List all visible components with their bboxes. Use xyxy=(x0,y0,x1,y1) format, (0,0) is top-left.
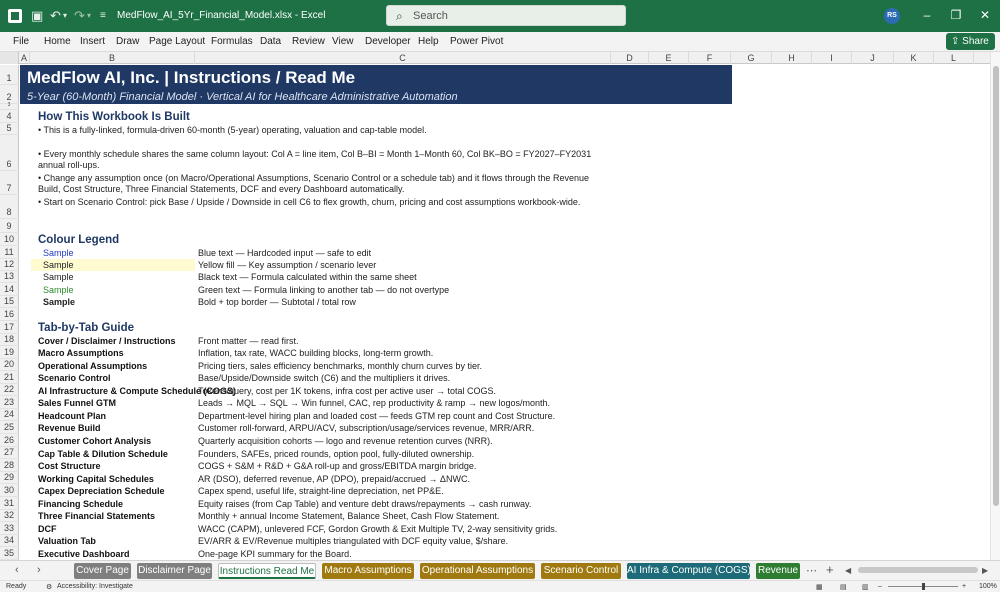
menu-home[interactable]: Home xyxy=(44,36,71,47)
guide-tab-description[interactable]: Monthly + annual Income Statement, Balance Sheet, Cash Flow Statement. xyxy=(198,511,500,521)
excel-logo-icon xyxy=(8,9,22,23)
row-header[interactable]: 19 xyxy=(0,346,19,359)
undo-icon[interactable]: ↶ xyxy=(50,8,61,23)
row-header[interactable]: 5 xyxy=(0,123,19,135)
row-header[interactable]: 9 xyxy=(0,219,19,233)
column-header[interactable]: K xyxy=(894,52,934,64)
window-title: MedFlow_AI_5Yr_Financial_Model.xlsx - Excel xyxy=(117,10,326,21)
column-header[interactable]: H xyxy=(772,52,812,64)
title-bar xyxy=(0,0,1000,32)
legend-sample-black[interactable]: Sample xyxy=(43,272,74,282)
sheet-tab[interactable]: Scenario Control xyxy=(541,563,621,579)
menu-formulas[interactable]: Formulas xyxy=(211,36,253,47)
guide-tab-description[interactable]: Founders, SAFEs, priced rounds, option pool, fully-diluted ownership. xyxy=(198,449,475,459)
guide-tab-name[interactable]: Sales Funnel GTM xyxy=(38,398,117,408)
guide-tab-name[interactable]: Capex Depreciation Schedule xyxy=(38,486,165,496)
row-header[interactable]: 29 xyxy=(0,472,19,484)
guide-tab-name[interactable]: Cap Table & Dilution Schedule xyxy=(38,449,168,459)
menu-developer[interactable]: Developer xyxy=(365,36,411,47)
row-header[interactable]: 30 xyxy=(0,484,19,497)
ribbon-tabs xyxy=(0,32,1000,52)
search-box[interactable] xyxy=(386,5,626,26)
menu-data[interactable]: Data xyxy=(260,36,282,47)
guide-tab-description[interactable]: Inflation, tax rate, WACC building blocks, long-term growth. xyxy=(198,348,434,358)
row-header[interactable]: 33 xyxy=(0,522,19,535)
undo-dropdown-icon[interactable]: ▾ xyxy=(63,11,68,20)
add-sheet-icon[interactable]: + xyxy=(826,562,834,577)
vertical-scrollbar[interactable] xyxy=(990,52,1000,560)
guide-tab-name[interactable]: AI Infrastructure & Compute Schedule (COGS) xyxy=(38,386,237,396)
guide-tab-name[interactable]: Cover / Disclaimer / Instructions xyxy=(38,336,176,346)
sheet-tab[interactable]: Operational Assumptions xyxy=(420,563,535,579)
row-header[interactable]: 3 xyxy=(0,104,19,110)
row-header[interactable]: 10 xyxy=(0,233,19,246)
minimize-icon[interactable]: – xyxy=(923,8,931,22)
autosave-icon[interactable]: ▣ xyxy=(31,8,44,23)
row-header[interactable]: 4 xyxy=(0,110,19,123)
select-all-corner[interactable] xyxy=(0,52,19,64)
share-button[interactable] xyxy=(946,33,995,50)
row-header[interactable]: 32 xyxy=(0,510,19,522)
guide-tab-description[interactable]: EV/ARR & EV/Revenue multiples triangulated with DCF equity value, $/share. xyxy=(198,536,509,546)
row-header[interactable]: 8 xyxy=(0,195,19,219)
bullet-text[interactable]: • Every monthly schedule shares the same column layout: Col A = line item, Col B–BI = Month 1–Month 60, Col BK–BO = FY2027–FY2031 annual roll-ups. xyxy=(38,149,592,170)
avatar[interactable]: RS xyxy=(884,8,900,24)
scrollbar-thumb[interactable] xyxy=(993,66,999,506)
normal-view-icon[interactable]: ▦ xyxy=(816,584,823,591)
section-heading[interactable]: How This Workbook Is Built xyxy=(38,111,190,123)
row-header[interactable]: 17 xyxy=(0,321,19,334)
row-header[interactable]: 25 xyxy=(0,421,19,434)
row-header[interactable]: 34 xyxy=(0,535,19,547)
guide-tab-name[interactable]: Executive Dashboard xyxy=(38,549,130,559)
worksheet-grid[interactable] xyxy=(0,52,1000,560)
row-header[interactable]: 35 xyxy=(0,547,19,560)
row-header[interactable]: 1 xyxy=(0,65,19,85)
column-headers xyxy=(0,52,990,64)
search-placeholder: Search xyxy=(413,10,448,22)
guide-tab-name[interactable]: Financing Schedule xyxy=(38,499,124,509)
row-header[interactable]: 31 xyxy=(0,497,19,510)
row-header[interactable]: 22 xyxy=(0,384,19,396)
legend-sample-bold[interactable]: Sample xyxy=(43,297,76,307)
guide-tab-name[interactable]: Cost Structure xyxy=(38,461,101,471)
sheet-tab[interactable]: Macro Assumptions xyxy=(322,563,414,579)
row-header[interactable]: 14 xyxy=(0,283,19,296)
page-break-view-icon[interactable]: ▥ xyxy=(862,584,869,591)
guide-tab-description[interactable]: COGS + S&M + R&D + G&A roll-up and gross/EBITDA margin bridge. xyxy=(198,461,477,471)
row-header[interactable]: 15 xyxy=(0,296,19,308)
guide-tab-description[interactable]: Equity raises (from Cap Table) and venture debt draws/repayments → cash runway. xyxy=(198,499,532,509)
guide-tab-name[interactable]: Customer Cohort Analysis xyxy=(38,436,152,446)
guide-tab-description[interactable]: One-page KPI summary for the Board. xyxy=(198,549,352,559)
sheet-tab[interactable]: Cover Page xyxy=(74,563,131,579)
row-header[interactable]: 28 xyxy=(0,459,19,472)
scroll-left-icon[interactable]: ◀ xyxy=(845,566,852,575)
guide-tab-name[interactable]: Three Financial Statements xyxy=(38,511,156,521)
next-sheet-icon[interactable]: › xyxy=(37,564,41,576)
guide-tab-name[interactable]: Valuation Tab xyxy=(38,536,96,546)
banner-subtitle: 5-Year (60-Month) Financial Model · Vertical AI for Healthcare Administrative Automation xyxy=(27,91,458,103)
ready-status: Ready xyxy=(6,583,27,590)
legend-sample-blue[interactable]: Sample xyxy=(43,248,74,258)
menu-file[interactable]: File xyxy=(13,36,30,47)
column-header[interactable]: A xyxy=(19,52,30,64)
section-heading[interactable]: Colour Legend xyxy=(38,234,120,246)
legend-description[interactable]: Black text — Formula calculated within the same sheet xyxy=(198,272,417,282)
row-header[interactable]: 6 xyxy=(0,135,19,171)
zoom-level[interactable]: 100% xyxy=(979,583,997,590)
sheet-tab[interactable]: Disclaimer Page xyxy=(137,563,212,579)
guide-tab-description[interactable]: Leads → MQL → SQL → Win funnel, CAC, rep productivity & ramp → new logos/month. xyxy=(198,398,550,408)
guide-tab-description[interactable]: Tokens/query, cost per 1K tokens, infra cost per active user → total COGS. xyxy=(198,386,496,396)
redo-dropdown-icon[interactable]: ▾ xyxy=(87,11,92,20)
legend-description[interactable]: Bold + top border — Subtotal / total row xyxy=(198,297,356,307)
guide-tab-description[interactable]: WACC (CAPM), unlevered FCF, Gordon Growth & Exit Multiple TV, 2-way sensitivity grids. xyxy=(198,524,558,534)
menu-help[interactable]: Help xyxy=(418,36,439,47)
share-icon: ⇪ xyxy=(951,36,960,47)
sheet-tab[interactable]: Revenue xyxy=(756,563,800,579)
guide-tab-name[interactable]: Headcount Plan xyxy=(38,411,107,421)
search-icon: ⌕ xyxy=(396,9,403,23)
guide-tab-name[interactable]: DCF xyxy=(38,524,57,534)
row-header[interactable]: 12 xyxy=(0,259,19,271)
column-header[interactable]: G xyxy=(731,52,772,64)
zoom-out-icon[interactable]: – xyxy=(878,583,882,590)
bullet-text[interactable]: • Start on Scenario Control: pick Base / Upside / Downside in cell C6 to flex growth, churn, pricing and cost assumptions workbook-wide. xyxy=(38,197,581,207)
banner-title: MedFlow AI, Inc. | Instructions / Read Me xyxy=(27,68,356,87)
guide-tab-description[interactable]: Customer roll-forward, ARPU/ACV, subscription/usage/services revenue, MRR/ARR. xyxy=(198,423,535,433)
column-header[interactable]: B xyxy=(30,52,195,64)
column-header[interactable]: J xyxy=(852,52,894,64)
guide-tab-description[interactable]: Pricing tiers, sales efficiency benchmarks, monthly churn curves by tier. xyxy=(198,361,482,371)
section-heading[interactable]: Tab-by-Tab Guide xyxy=(38,322,135,334)
guide-tab-name[interactable]: Working Capital Schedules xyxy=(38,474,154,484)
sheet-tab-active[interactable]: Instructions Read Me xyxy=(218,563,316,579)
restore-icon[interactable]: ❐ xyxy=(950,8,962,22)
guide-tab-description[interactable]: Front matter — read first. xyxy=(198,336,299,346)
row-header[interactable]: 16 xyxy=(0,308,19,321)
guide-tab-description[interactable]: Base/Upside/Downside switch (C6) and the multipliers it drives. xyxy=(198,373,451,383)
legend-sample-green[interactable]: Sample xyxy=(43,285,74,295)
row-header[interactable]: 11 xyxy=(0,246,19,259)
guide-tab-name[interactable]: Scenario Control xyxy=(38,373,111,383)
guide-tab-description[interactable]: Capex spend, useful life, straight-line depreciation, net PP&E. xyxy=(198,486,444,496)
guide-tab-name[interactable]: Macro Assumptions xyxy=(38,348,124,358)
column-header[interactable]: L xyxy=(934,52,974,64)
more-sheets-icon[interactable]: ⋯ xyxy=(806,565,817,577)
zoom-slider-thumb[interactable] xyxy=(922,583,925,590)
legend-description[interactable]: Green text — Formula linking to another tab — do not overtype xyxy=(198,285,450,295)
guide-tab-description[interactable]: Quarterly acquisition cohorts — logo and revenue retention curves (NRR). xyxy=(198,436,493,446)
status-bar xyxy=(0,580,1000,592)
redo-icon[interactable]: ↷ xyxy=(74,8,85,23)
row-header[interactable]: 13 xyxy=(0,271,19,283)
column-header[interactable]: D xyxy=(611,52,649,64)
scroll-right-icon[interactable]: ▶ xyxy=(982,566,989,575)
bullet-text[interactable]: • This is a fully-linked, formula-driven 60-month (5-year) operating, valuation and cap-table model. xyxy=(38,125,427,135)
row-header[interactable]: 7 xyxy=(0,171,19,195)
guide-tab-name[interactable]: Operational Assumptions xyxy=(38,361,148,371)
column-header[interactable]: E xyxy=(649,52,689,64)
row-header[interactable]: 20 xyxy=(0,359,19,371)
row-header[interactable]: 23 xyxy=(0,396,19,409)
row-header[interactable]: 2 xyxy=(0,85,19,104)
page-layout-view-icon[interactable]: ▤ xyxy=(840,584,847,591)
column-header[interactable]: F xyxy=(689,52,731,64)
menu-power-pivot[interactable]: Power Pivot xyxy=(450,36,504,47)
row-header[interactable]: 27 xyxy=(0,447,19,459)
guide-tab-description[interactable]: Department-level hiring plan and loaded cost — feeds GTM rep count and Cost Structure. xyxy=(198,411,556,421)
sheet-tab[interactable]: AI Infra & Compute (COGS) xyxy=(627,563,750,579)
row-header[interactable]: 18 xyxy=(0,334,19,346)
app-name: Excel xyxy=(300,10,326,21)
legend-description[interactable]: Blue text — Hardcoded input — safe to edit xyxy=(198,248,372,258)
customize-qat-icon[interactable]: ≡ xyxy=(100,10,106,21)
accessibility-status[interactable]: Accessibility: Investigate xyxy=(57,583,133,590)
menu-insert[interactable]: Insert xyxy=(80,36,106,47)
legend-description[interactable]: Yellow fill — Key assumption / scenario lever xyxy=(198,260,377,270)
guide-tab-name[interactable]: Revenue Build xyxy=(38,423,101,433)
column-header[interactable]: C xyxy=(195,52,611,64)
row-header[interactable]: 21 xyxy=(0,371,19,384)
sheet-tab-bar xyxy=(0,560,1000,580)
guide-tab-description[interactable]: AR (DSO), deferred revenue, AP (DPO), prepaid/accrued → ΔNWC. xyxy=(198,474,470,484)
legend-sample-yellow[interactable]: Sample xyxy=(31,259,195,271)
file-name: MedFlow_AI_5Yr_Financial_Model.xlsx xyxy=(117,10,293,21)
zoom-in-icon[interactable]: + xyxy=(962,583,967,590)
previous-sheet-icon[interactable]: ‹ xyxy=(15,564,19,576)
menu-page-layout[interactable]: Page Layout xyxy=(149,36,206,47)
bullet-text[interactable]: • Change any assumption once (on Macro/Operational Assumptions, Scenario Control or a schedule tab) and it flows through the Revenue Build, Cost Structure, Three Financial Statements, DCF and every Dashboard automatically. xyxy=(38,173,589,194)
row-header[interactable]: 24 xyxy=(0,409,19,421)
menu-view[interactable]: View xyxy=(332,36,354,47)
row-header[interactable]: 26 xyxy=(0,434,19,447)
column-header[interactable]: I xyxy=(812,52,852,64)
horizontal-scrollbar[interactable] xyxy=(858,567,978,573)
accessibility-icon[interactable]: ⚙ xyxy=(46,584,53,591)
menu-review[interactable]: Review xyxy=(292,36,325,47)
menu-draw[interactable]: Draw xyxy=(116,36,140,47)
close-icon[interactable]: ✕ xyxy=(979,8,991,22)
share-label: Share xyxy=(962,36,989,47)
title-banner[interactable] xyxy=(20,65,732,104)
